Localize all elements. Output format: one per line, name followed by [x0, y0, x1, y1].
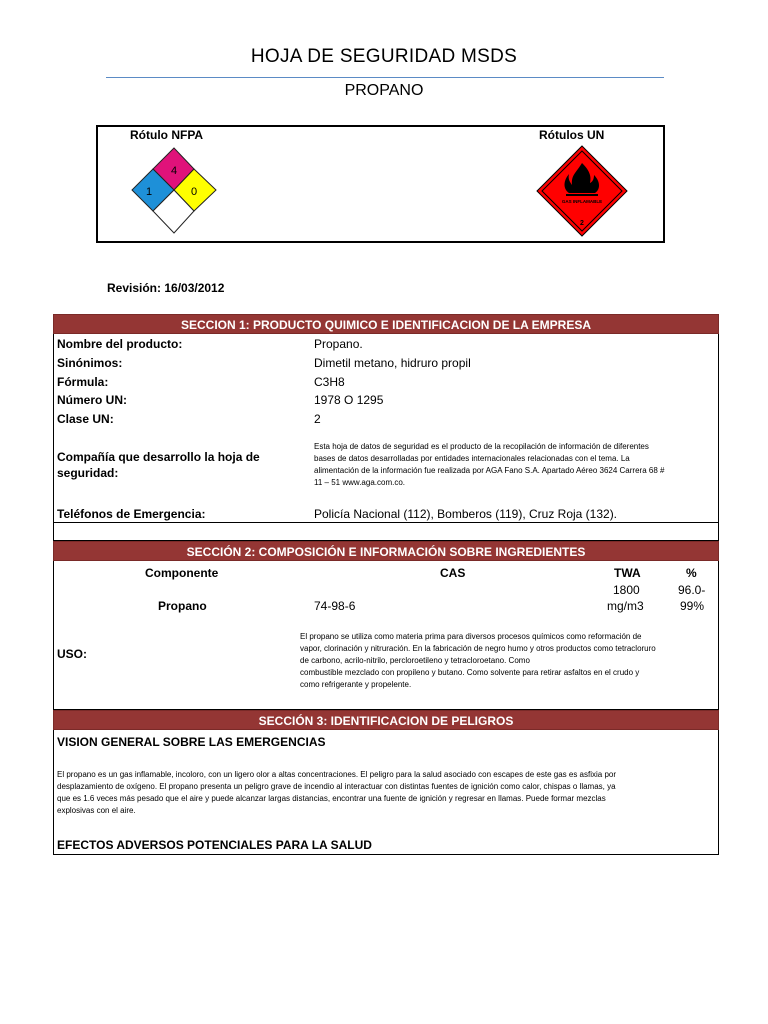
formula-value: C3H8 — [314, 375, 345, 389]
component-propano: Propano — [158, 599, 207, 613]
component-header: Componente — [145, 566, 219, 580]
nfpa-label-title: Rótulo NFPA — [130, 128, 204, 142]
twa-header: TWA — [614, 566, 641, 580]
cas-header: CAS — [440, 566, 466, 580]
un-number-value: 1978 O 1295 — [314, 393, 384, 407]
emergency-phones-label: Teléfonos de Emergencia: — [57, 507, 206, 521]
un-placard-text: GAS INFLAMABLE — [561, 199, 603, 204]
cas-value: 74-98-6 — [314, 599, 356, 613]
percent-value-line2: 99% — [680, 599, 705, 613]
uso-description: El propano se utiliza como materia prima para diversos procesos químicos como reformación de vapor, clorinación y nitruración. En la fabricación de negro humo y otros productos como tetracloruro de carbono, acrilo-nitrilo, percloroetileno y tetracloroetano. Como combustible mezclado con propileno y butano. Como solvente para retirar asfaltos en el crudo y como refrigerante y propelente. — [300, 632, 656, 689]
document-subtitle: PROPANO — [344, 82, 424, 99]
un-class-label: Clase UN: — [57, 412, 114, 426]
nfpa-diamond-icon — [130, 147, 218, 235]
emergency-overview-text: El propano es un gas inflamable, incoloro, con un ligero olor a altas concentraciones. El peligro para la salud asociado con escapes de este gas es asfixia por desplazamiento de oxígeno. El propano presenta un peligro grave de incendio al interactuar con distintas fuentes de ignición como calor, chispas o llamas, ya que es 1.6 veces más pesado que el aire y puede alcanzar largas distancias, encontrar una fuente de ignición y regresar en llamas. Puede formar mezclas explosivas con el aire. — [57, 770, 617, 815]
synonyms-label: Sinónimos: — [57, 356, 123, 370]
twa-value-line2: mg/m3 — [607, 599, 644, 613]
company-label-line1: Compañía que desarrollo la hoja de — [57, 450, 260, 464]
section1-header: SECCION 1: PRODUCTO QUIMICO E IDENTIFICACION DE LA EMPRESA — [53, 314, 719, 334]
un-label-title: Rótulos UN — [539, 128, 605, 142]
percent-value-line1: 96.0- — [678, 583, 706, 597]
nfpa-flammability-value: 4 — [170, 165, 178, 177]
section3-header: SECCIÓN 3: IDENTIFICACION DE PELIGROS — [53, 710, 719, 730]
document-title: HOJA DE SEGURIDAD MSDS — [250, 46, 518, 67]
emergency-phones-value: Policía Nacional (112), Bomberos (119), Cruz Roja (132). — [314, 507, 618, 521]
product-name-value: Propano. — [314, 337, 363, 351]
percent-header: % — [686, 566, 697, 580]
un-class-value: 2 — [314, 412, 321, 426]
un-flammable-gas-placard-icon — [536, 145, 628, 237]
synonyms-value: Dimetil metano, hidruro propil — [314, 356, 471, 370]
title-divider — [106, 77, 664, 78]
uso-label: USO: — [57, 647, 87, 661]
nfpa-health-value: 1 — [145, 186, 153, 198]
adverse-health-effects-heading: EFECTOS ADVERSOS POTENCIALES PARA LA SALUD — [57, 838, 372, 852]
twa-value-line1: 1800 — [613, 583, 640, 597]
company-description: Esta hoja de datos de seguridad es el producto de la recopilación de información de diferentes bases de datos desarrolladas por entidades internacionales relacionadas con el tema. La alimentación de la información fue realizada por AGA Fano S.A. Apartado Aéreo 3624 Carrera 68 # 11 – 51 www.aga.com.co. — [314, 442, 665, 487]
nfpa-reactivity-value: 0 — [190, 186, 198, 198]
svg-text:2: 2 — [580, 220, 584, 227]
section1-divider — [53, 522, 719, 523]
company-label-line2: seguridad: — [57, 466, 119, 480]
section2-header: SECCIÓN 2: COMPOSICIÓN E INFORMACIÓN SOBRE INGREDIENTES — [53, 541, 719, 561]
revision-date: Revisión: 16/03/2012 — [107, 281, 225, 295]
product-name-label: Nombre del producto: — [57, 337, 183, 351]
emergency-overview-heading: VISION GENERAL SOBRE LAS EMERGENCIAS — [57, 735, 326, 749]
formula-label: Fórmula: — [57, 375, 109, 389]
un-number-label: Número UN: — [57, 393, 128, 407]
